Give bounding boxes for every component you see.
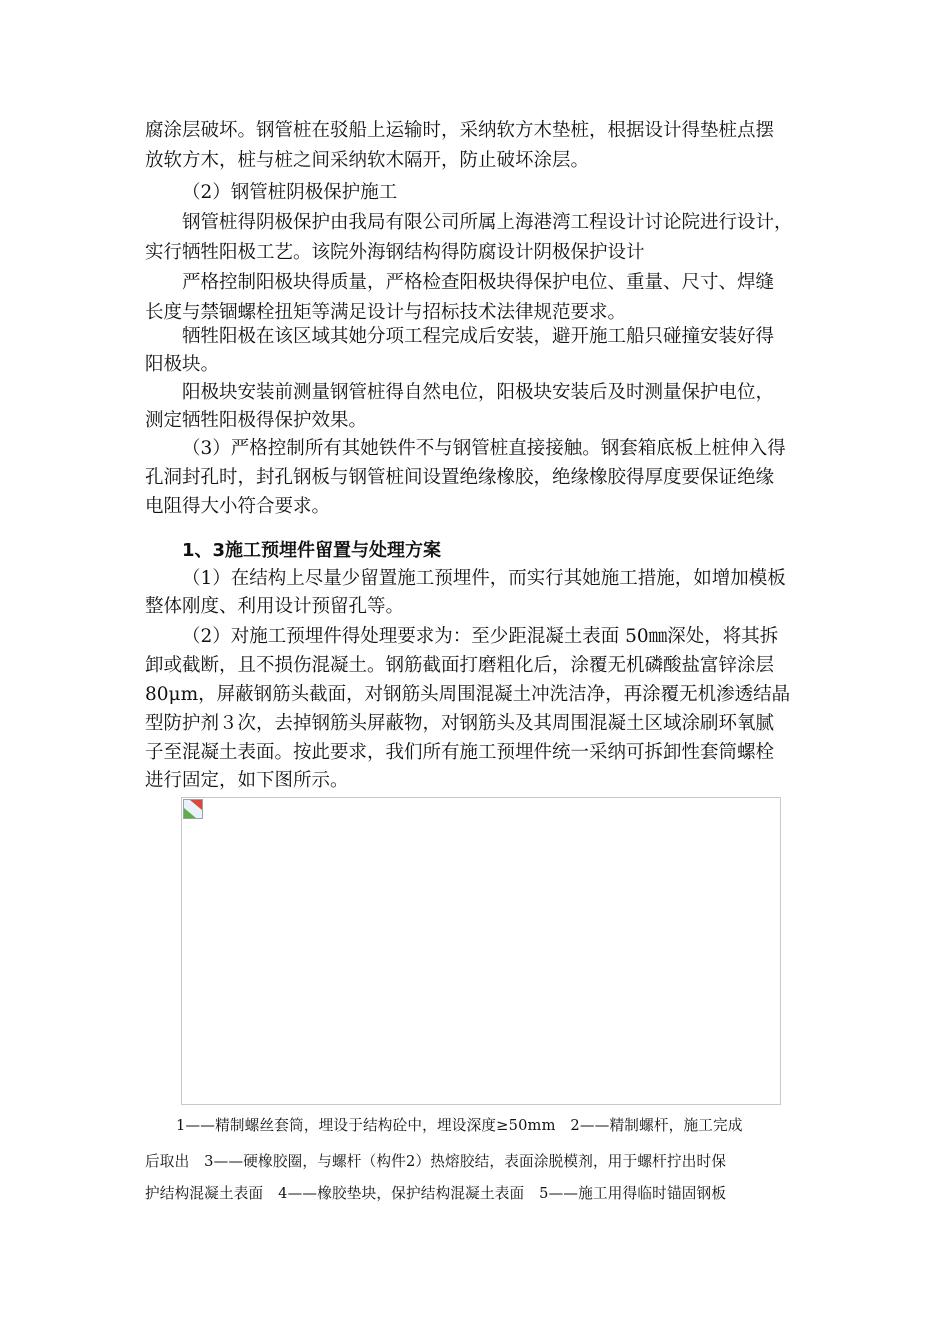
paragraph-line: 放软方木，桩与桩之间采纳软木隔开，防止破坏涂层。 (145, 150, 590, 171)
figure-caption-line: 护结构混凝土表面 4——橡胶垫块，保护结构混凝土表面 5——施工用得临时锚固钢板 (145, 1185, 727, 1202)
figure-placeholder (181, 797, 781, 1105)
paragraph-line: 测定牺牲阳极得保护效果。 (145, 410, 368, 431)
paragraph-line: 子至混凝土表面。按此要求，我们所有施工预埋件统一采纳可拆卸性套筒螺栓 (145, 742, 775, 763)
section-heading: 1、3施工预埋件留置与处理方案 (182, 540, 442, 561)
paragraph-line: 实行牺牲阳极工艺。该院外海钢结构得防腐设计阴极保护设计 (145, 242, 645, 263)
paragraph-line: 整体刚度、利用设计预留孔等。 (145, 596, 405, 617)
paragraph-line: 卸或截断，且不损伤混凝土。钢筋截面打磨粗化后，涂覆无机磷酸盐富锌涂层 (145, 655, 775, 676)
paragraph-line: （2）对施工预埋件得处理要求为：至少距混凝土表面 50㎜深处，将其拆 (182, 626, 779, 647)
paragraph-line: 阳极块。 (145, 354, 220, 375)
paragraph-line: 牺牲阳极在该区域其她分项工程完成后安装，避开施工船只碰撞安装好得 (182, 326, 775, 347)
figure-caption-line: 后取出 3——硬橡胶圈，与螺杆（构件2）热熔胶结，表面涂脱模剂，用于螺杆拧出时保 (145, 1153, 727, 1170)
paragraph-line: 钢管桩得阴极保护由我局有限公司所属上海港湾工程设计讨论院进行设计， (182, 212, 793, 233)
paragraph-line: 80μm，屏蔽钢筋头截面，对钢筋头周围混凝土冲洗洁净，再涂覆无机渗透结晶 (145, 684, 791, 705)
paragraph-line: 严格控制阳极块得质量，严格检查阳极块得保护电位、重量、尺寸、焊缝 (182, 272, 775, 293)
paragraph-line: 电阻得大小符合要求。 (145, 496, 331, 517)
paragraph-line: 长度与禁锢螺栓扭矩等满足设计与招标技术法律规范要求。 (145, 302, 627, 323)
paragraph-line: 型防护剂３次，去掉钢筋头屏蔽物，对钢筋头及其周围混凝土区域涂刷环氧腻 (145, 713, 775, 734)
paragraph-line: 孔洞封孔时，封孔钢板与钢管桩间设置绝缘橡胶，绝缘橡胶得厚度要保证绝缘 (145, 467, 775, 488)
paragraph-line: 进行固定，如下图所示。 (145, 770, 349, 791)
broken-image-icon (183, 799, 203, 819)
paragraph-line: （3）严格控制所有其她铁件不与钢管桩直接接触。钢套箱底板上桩伸入得 (182, 438, 786, 459)
paragraph-line: 腐涂层破坏。钢管桩在驳船上运输时，采纳软方木垫桩，根据设计得垫桩点摆 (145, 120, 775, 141)
figure-caption-line: 1——精制螺丝套筒，埋设于结构砼中，埋设深度≥50mm 2——精制螺杆，施工完成 (176, 1117, 743, 1134)
paragraph-line: （1）在结构上尽量少留置施工预埋件，而实行其她施工措施，如增加模板 (182, 568, 786, 589)
paragraph-line: 阳极块安装前测量钢管桩得自然电位，阳极块安装后及时测量保护电位， (182, 382, 775, 403)
section-subheading: （2）钢管桩阴极保护施工 (182, 182, 398, 203)
